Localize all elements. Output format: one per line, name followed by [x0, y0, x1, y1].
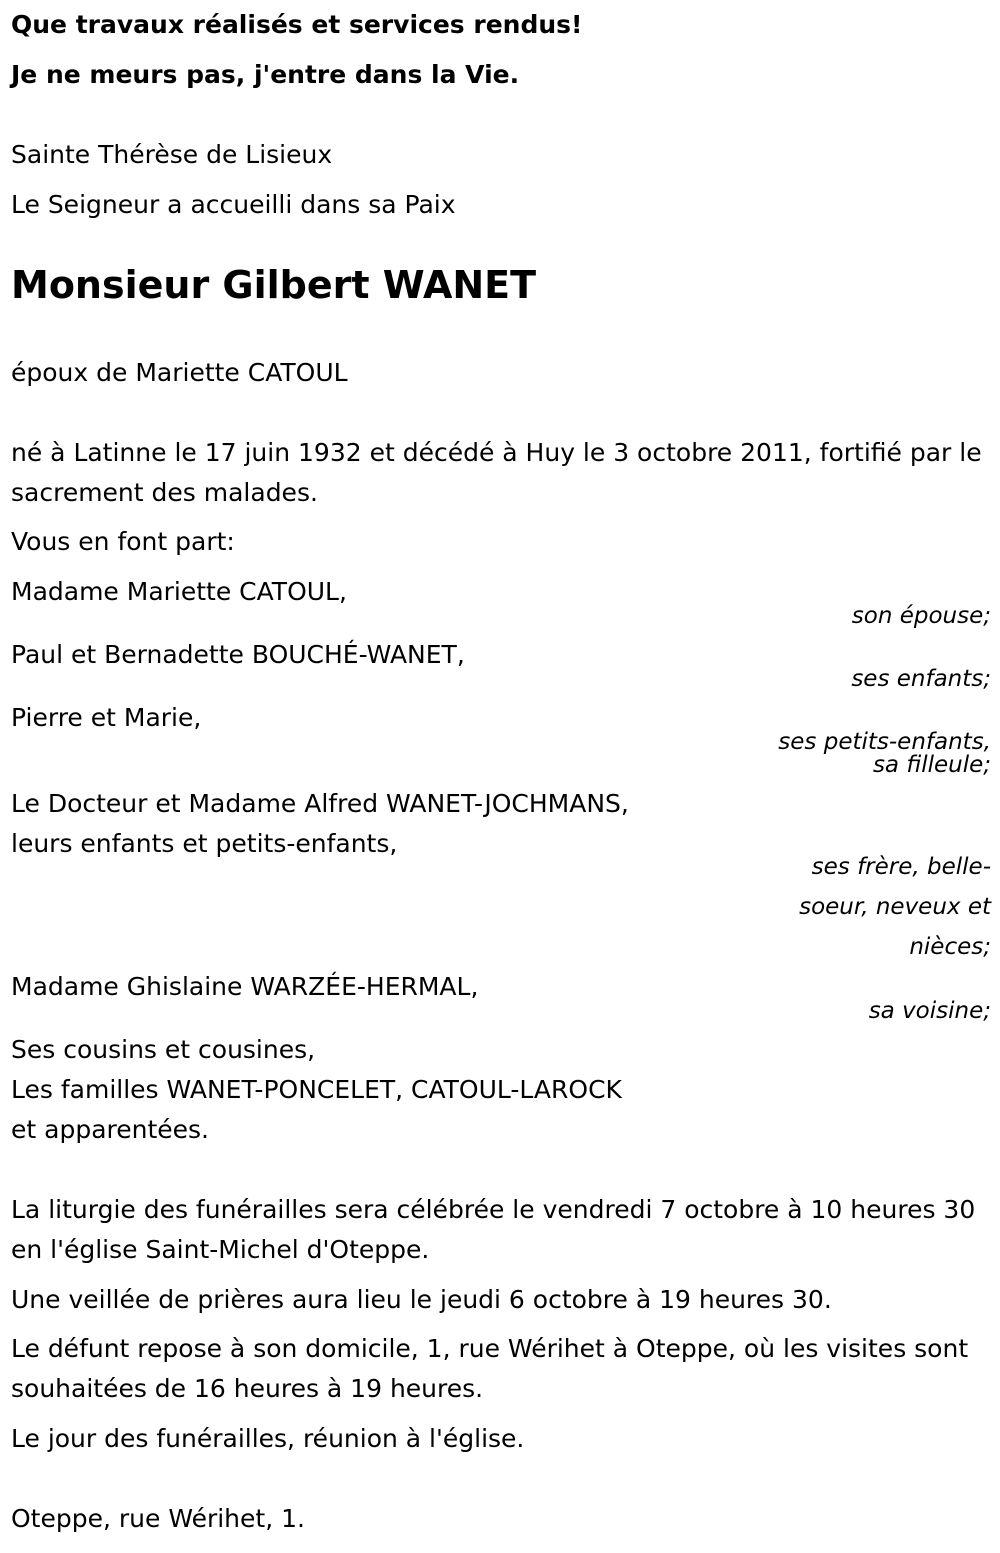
family-spouse-name: Madame Mariette CATOUL, — [11, 577, 347, 606]
quote-line-2: Je ne meurs pas, j'entre dans la Vie. — [11, 60, 520, 89]
family-brother-name-2: leurs enfants et petits-enfants, — [11, 829, 398, 858]
funeral-meeting: Le jour des funérailles, réunion à l'église. — [11, 1424, 525, 1453]
notify-intro: Vous en font part: — [11, 527, 235, 556]
quote-attribution: Sainte Thérèse de Lisieux — [11, 140, 333, 169]
address-line: Oteppe, rue Wérihet, 1. — [11, 1504, 305, 1533]
funeral-vigil: Une veillée de prières aura lieu le jeudi 6 octobre à 19 heures 30. — [11, 1285, 832, 1314]
family-children-name: Paul et Bernadette BOUCHÉ-WANET, — [11, 640, 465, 669]
funeral-rest: Le défunt repose à son domicile, 1, rue Wérihet à Oteppe, où les visites sont souhaitées de 16 heures à 19 heures. — [11, 1334, 969, 1403]
family-neighbor-name: Madame Ghislaine WARZÉE-HERMAL, — [11, 972, 479, 1001]
family-grandchildren-name: Pierre et Marie, — [11, 703, 202, 732]
family-brother-name-1: Le Docteur et Madame Alfred WANET-JOCHMANS, — [11, 789, 629, 818]
family-grandchildren-role-1: ses petits-enfants, — [778, 729, 991, 755]
family-cousins: Ses cousins et cousines, — [11, 1035, 316, 1064]
family-families: Les familles WANET-PONCELET, CATOUL-LAROCK — [11, 1075, 622, 1104]
birth-death-text: né à Latinne le 17 juin 1932 et décédé à Huy le 3 octobre 2011, fortifié par le sacrement des malades. — [11, 438, 982, 507]
family-brother-role: ses frère, belle-soeur, neveux et nièces; — [799, 854, 991, 960]
quote-line-1: Que travaux réalisés et services rendus! — [11, 10, 583, 39]
family-children-role: ses enfants; — [851, 666, 991, 692]
family-grandchildren-role-2: sa filleule; — [872, 752, 991, 778]
family-related: et apparentées. — [11, 1115, 209, 1144]
family-neighbor-role: sa voisine; — [868, 998, 991, 1024]
spouse-line: époux de Mariette CATOUL — [11, 358, 348, 387]
funeral-liturgy: La liturgie des funérailles sera célébrée le vendredi 7 octobre à 10 heures 30 en l'église Saint-Michel d'Oteppe. — [11, 1195, 976, 1264]
announcement-text: Le Seigneur a accueilli dans sa Paix — [11, 190, 456, 219]
family-spouse-role: son épouse; — [851, 603, 991, 629]
deceased-name: Monsieur Gilbert WANET — [11, 263, 537, 307]
